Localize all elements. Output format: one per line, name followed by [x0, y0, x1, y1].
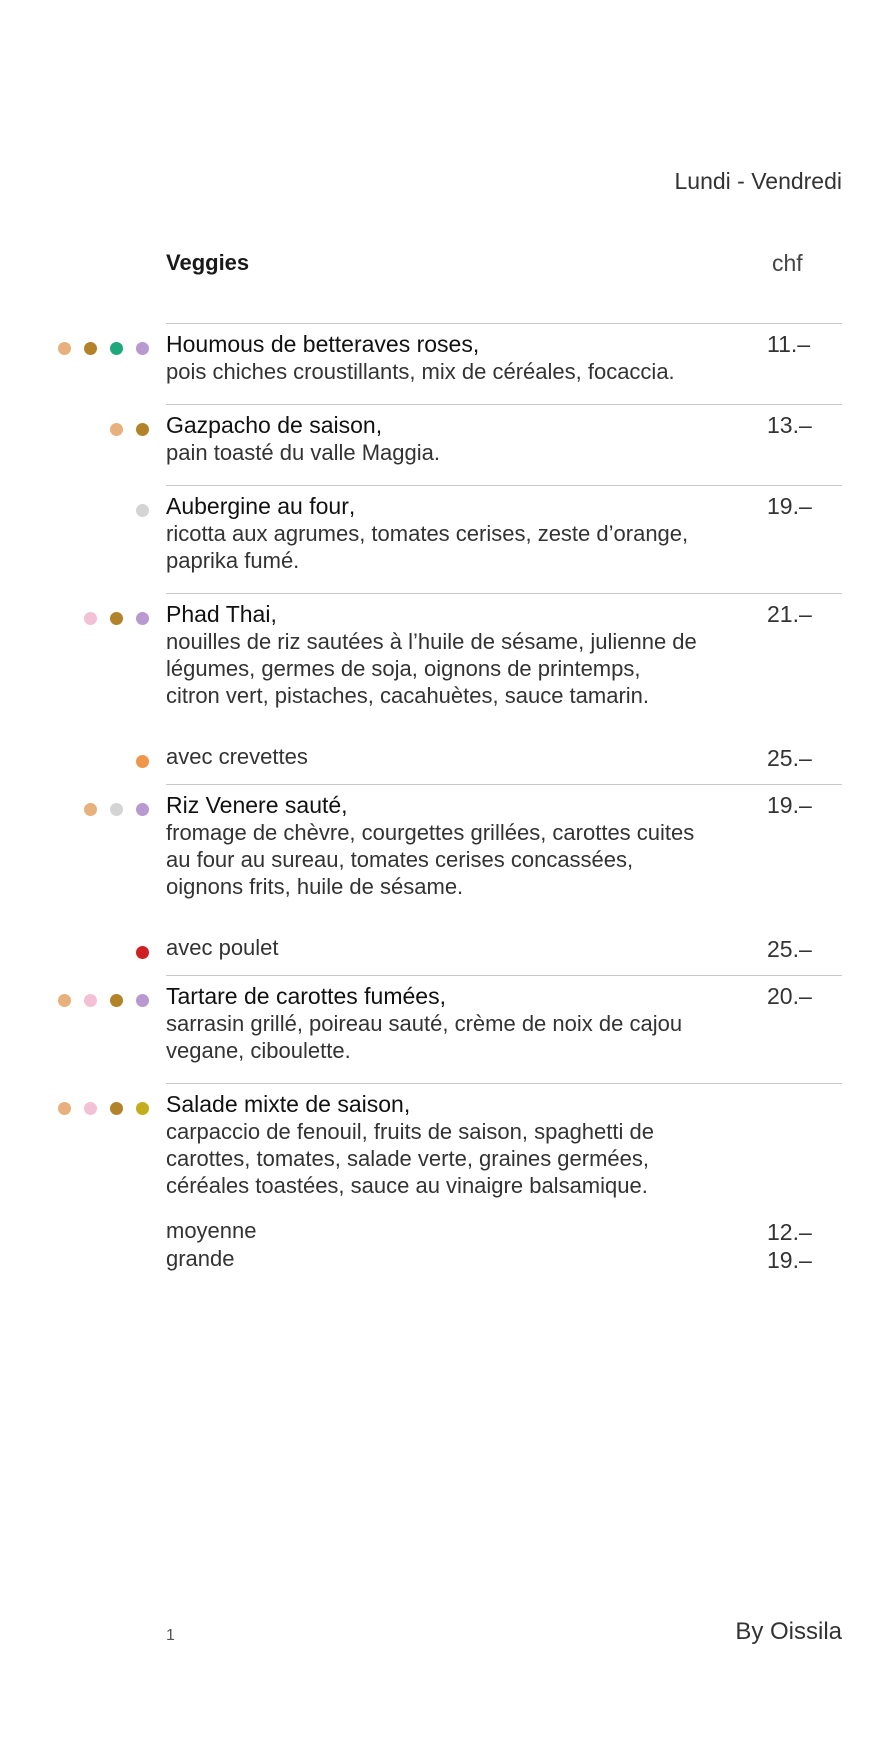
- item-description: pain toasté du valle Maggia.: [166, 440, 440, 465]
- allergen-dot-bronze: [84, 342, 97, 355]
- menu-item: [166, 485, 842, 593]
- allergen-dots: [58, 342, 149, 355]
- item-price: 11.–: [767, 331, 811, 357]
- allergen-dot-orange: [136, 755, 149, 768]
- option-price: 25.–: [767, 745, 812, 771]
- item-description: pois chiches croustillants, mix de céréales, focaccia.: [166, 359, 675, 384]
- allergen-dots: [136, 755, 149, 768]
- item-title-suffix: ,: [439, 983, 446, 1009]
- item-title: [166, 976, 842, 1010]
- allergen-dot-lavender: [136, 342, 149, 355]
- option-label: avec poulet: [166, 935, 279, 960]
- item-name: Riz Venere sauté: [166, 792, 342, 818]
- section-title: Veggies: [166, 250, 250, 275]
- item-title: [166, 486, 842, 520]
- allergen-dots: [110, 423, 149, 436]
- allergen-dot-bronze: [110, 994, 123, 1007]
- allergen-dot-grey: [110, 803, 123, 816]
- size-options: [166, 1218, 842, 1288]
- allergen-dot-pink: [84, 994, 97, 1007]
- allergen-dots: [84, 612, 149, 625]
- item-description: carpaccio de fenouil, fruits de saison, spaghetti de carottes, tomates, salade verte, graines germées, céréales toastées, sauce au vinaigre balsamique.: [166, 1119, 654, 1198]
- size-label: moyenne: [166, 1218, 257, 1243]
- menu-item: [166, 975, 842, 1083]
- menu-item: [166, 784, 842, 919]
- item-title: [166, 324, 842, 358]
- item-description: fromage de chèvre, courgettes grillées, carottes cuites au four au sureau, tomates cerises concassées, oignons frits, huile de sésame.: [166, 820, 695, 899]
- allergen-dot-pink: [84, 1102, 97, 1115]
- item-title: [166, 594, 842, 628]
- allergen-dot-peach: [58, 1102, 71, 1115]
- allergen-dot-pink: [84, 612, 97, 625]
- menu-list: [0, 323, 877, 1288]
- menu-item: [166, 323, 842, 404]
- option-price: 25.–: [767, 936, 812, 962]
- item-title-suffix: ,: [270, 601, 277, 627]
- allergen-dot-bronze: [110, 612, 123, 625]
- allergen-dot-lavender: [136, 803, 149, 816]
- size-row: [166, 1246, 842, 1274]
- item-title: [166, 785, 842, 819]
- menu-item: [166, 593, 842, 728]
- item-price: 19.–: [767, 792, 812, 818]
- item-name: Salade mixte de saison: [166, 1091, 404, 1117]
- item-price: 20.–: [767, 983, 812, 1009]
- brand-label: By Oissila: [735, 1618, 842, 1645]
- allergen-dot-green: [110, 342, 123, 355]
- allergen-dots: [136, 946, 149, 959]
- item-description: sarrasin grillé, poireau sauté, crème de noix de cajou vegane, ciboulette.: [166, 1011, 683, 1063]
- item-description: nouilles de riz sautées à l’huile de sésame, julienne de légumes, germes de soja, oignons de printemps, citron vert, pistaches, cacahuètes, sauce tamarin.: [166, 629, 697, 708]
- item-title-suffix: ,: [403, 1091, 411, 1117]
- allergen-dot-olive: [136, 1102, 149, 1115]
- item-price: 13.–: [767, 412, 812, 438]
- size-label: grande: [166, 1246, 235, 1271]
- item-title-suffix: ,: [348, 493, 356, 519]
- allergen-dot-lavender: [136, 612, 149, 625]
- allergen-dot-grey: [136, 504, 149, 517]
- item-name: Houmous de betteraves roses: [166, 331, 473, 357]
- item-option: [166, 728, 842, 784]
- allergen-dots: [84, 803, 149, 816]
- item-price: 21.–: [767, 601, 812, 627]
- allergen-dot-bronze: [136, 423, 149, 436]
- allergen-dots: [136, 504, 149, 517]
- allergen-dot-peach: [110, 423, 123, 436]
- menu-item: [166, 404, 842, 485]
- item-price: 19.–: [767, 493, 812, 519]
- days-label: Lundi - Vendredi: [674, 168, 842, 194]
- size-price: 12.–: [767, 1219, 812, 1245]
- page-number: 1: [166, 1627, 175, 1644]
- item-name: Aubergine au four: [166, 493, 349, 519]
- item-option: [166, 919, 842, 975]
- allergen-dot-red: [136, 946, 149, 959]
- allergen-dot-lavender: [136, 994, 149, 1007]
- currency-label: chf: [772, 250, 803, 276]
- size-price: 19.–: [767, 1247, 812, 1273]
- item-title-suffix: ,: [472, 331, 480, 357]
- item-title: [166, 1084, 842, 1118]
- menu-item: [166, 1083, 842, 1218]
- item-description: ricotta aux agrumes, tomates cerises, zeste d’orange, paprika fumé.: [166, 521, 689, 573]
- allergen-dot-peach: [58, 994, 71, 1007]
- allergen-dots: [58, 1102, 149, 1115]
- item-title: [166, 405, 842, 439]
- size-row: [166, 1218, 842, 1246]
- allergen-dots: [58, 994, 149, 1007]
- item-name: Phad Thai: [166, 601, 271, 627]
- item-name: Tartare de carottes fumées: [166, 983, 440, 1009]
- option-label: avec crevettes: [166, 744, 308, 769]
- item-title-suffix: ,: [341, 792, 348, 818]
- allergen-dot-peach: [84, 803, 97, 816]
- allergen-dot-peach: [58, 342, 71, 355]
- allergen-dot-bronze: [110, 1102, 123, 1115]
- item-name: Gazpacho de saison,: [166, 412, 383, 438]
